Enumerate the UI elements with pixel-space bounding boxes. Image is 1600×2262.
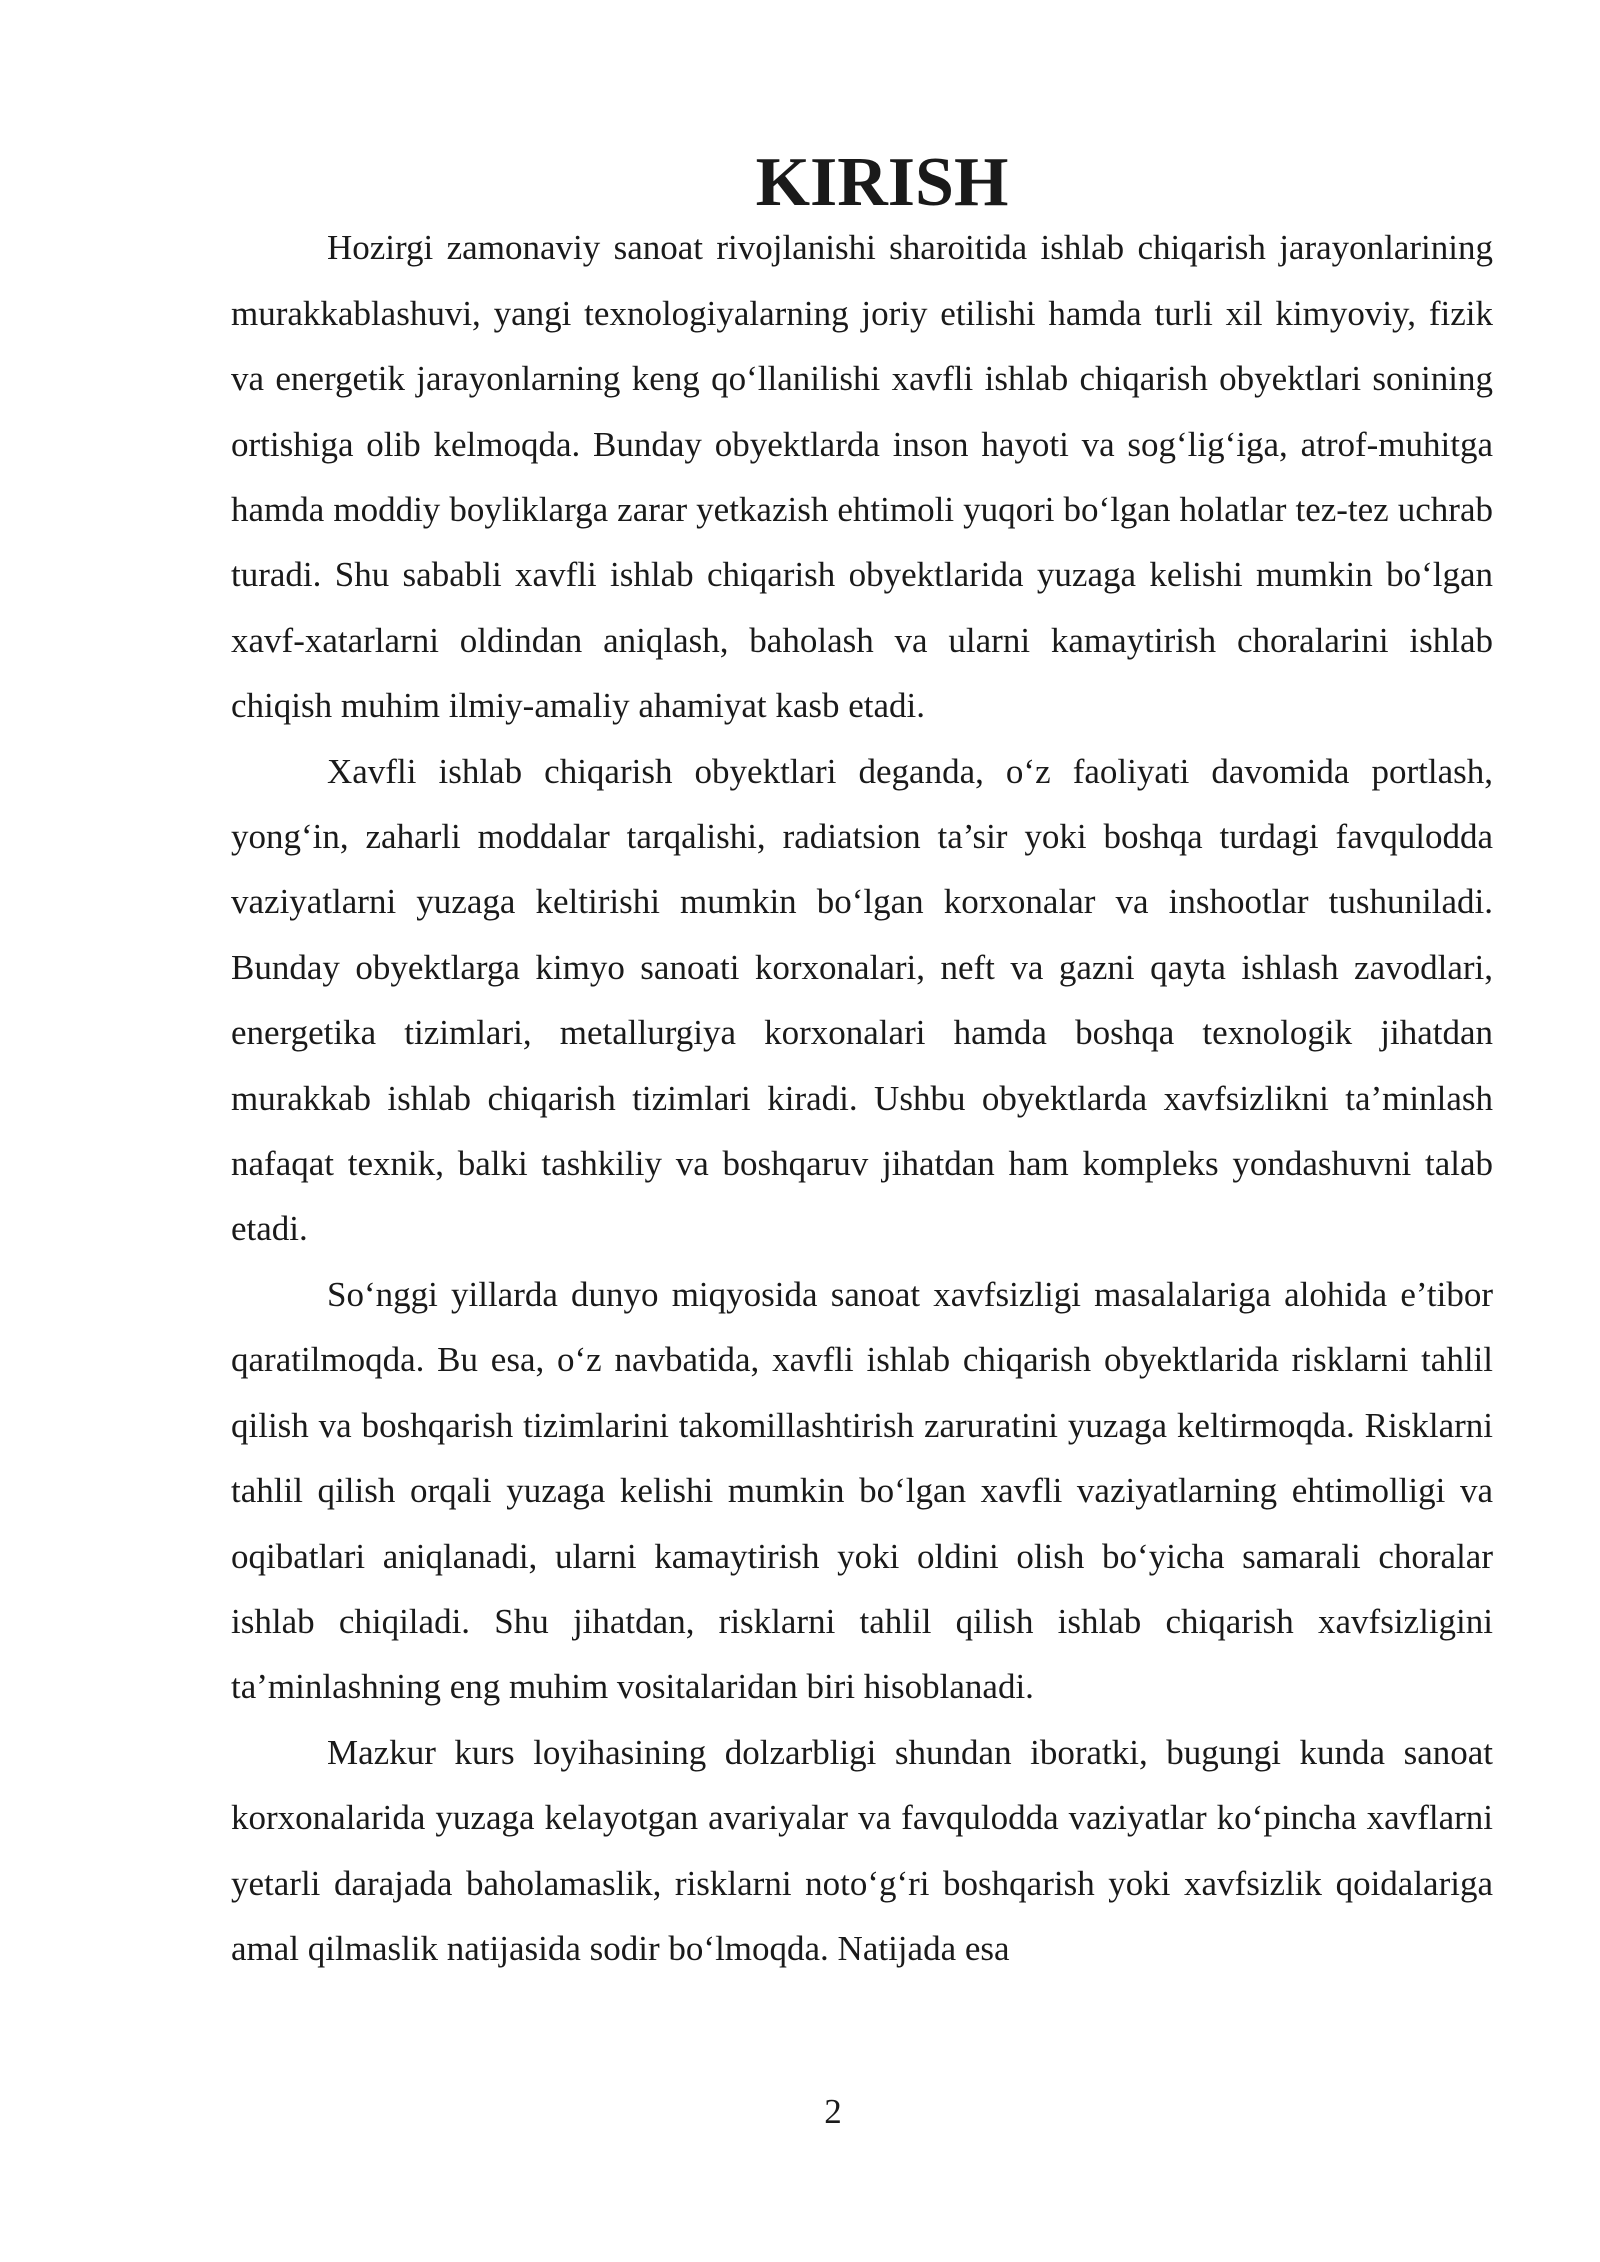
- page-number: 2: [824, 2092, 842, 2131]
- section-title: KIRISH: [755, 144, 1009, 221]
- paragraph-1: Hozirgi zamonaviy sanoat rivojlanishi sharoitida ishlab chiqarish jarayonlarining murakkablashuvi, yangi texnologiyalarning joriy etilishi hamda turli xil kimyoviy, fizik va energetik jarayonlarning keng qo‘llanilishi xavfli ishlab chiqarish obyektlari sonining ortishiga olib kelmoqda. Bunday obyektlarda inson hayoti va sog‘lig‘iga, atrof-muhitga hamda moddiy boyliklarga zarar yetkazish ehtimoli yuqori bo‘lgan holatlar tez-tez uchrab turadi. Shu sababli xavfli ishlab chiqarish obyektlarida yuzaga kelishi mumkin bo‘lgan xavf-xatarlarni oldindan aniqlash, baholash va ularni kamaytirish choralarini ishlab chiqish muhim ilmiy-amaliy ahamiyat kasb etadi.: [231, 228, 1493, 726]
- paragraph-3: So‘nggi yillarda dunyo miqyosida sanoat xavfsizligi masalalariga alohida e’tibor qaratilmoqda. Bu esa, o‘z navbatida, xavfli ishlab chiqarish obyektlarida risklarni tahlil qilish va boshqarish tizimlarini takomillashtirish zaruratini yuzaga keltirmoqda. Risklarni tahlil qilish orqali yuzaga kelishi mumkin bo‘lgan xavfli vaziyatlarning ehtimolligi va oqibatlari aniqlanadi, ularni kamaytirish yoki oldini olish bo‘yicha samarali choralar ishlab chiqiladi. Shu jihatdan, risklarni tahlil qilish ishlab chiqarish xavfsizligini ta’minlashning eng muhim vositalaridan biri hisoblanadi.: [231, 1274, 1493, 1707]
- paragraph-2: Xavfli ishlab chiqarish obyektlari deganda, o‘z faoliyati davomida portlash, yong‘in, zaharli moddalar tarqalishi, radiatsion ta’sir yoki boshqa turdagi favqulodda vaziyatlarni yuzaga keltirishi mumkin bo‘lgan korxonalar va inshootlar tushuniladi. Bunday obyektlarga kimyo sanoati korxonalari, neft va gazni qayta ishlash zavodlari, energetika tizimlari, metallurgiya korxonalari hamda boshqa texnologik jihatdan murakkab ishlab chiqarish tizimlari kiradi. Ushbu obyektlarda xavfsizlikni ta’minlash nafaqat texnik, balki tashkiliy va boshqaruv jihatdan ham kompleks yondashuvni talab etadi.: [231, 751, 1493, 1249]
- paragraph-4: Mazkur kurs loyihasining dolzarbligi shundan iboratki, bugungi kunda sanoat korxonalarida yuzaga kelayotgan avariyalar va favqulodda vaziyatlar ko‘pincha xavflarni yetarli darajada baholamaslik, risklarni noto‘g‘ri boshqarish yoki xavfsizlik qoidalariga amal qilmaslik natijasida sodir bo‘lmoqda. Natijada esa: [231, 1732, 1493, 1968]
- page-body: [231, 144, 1493, 1981]
